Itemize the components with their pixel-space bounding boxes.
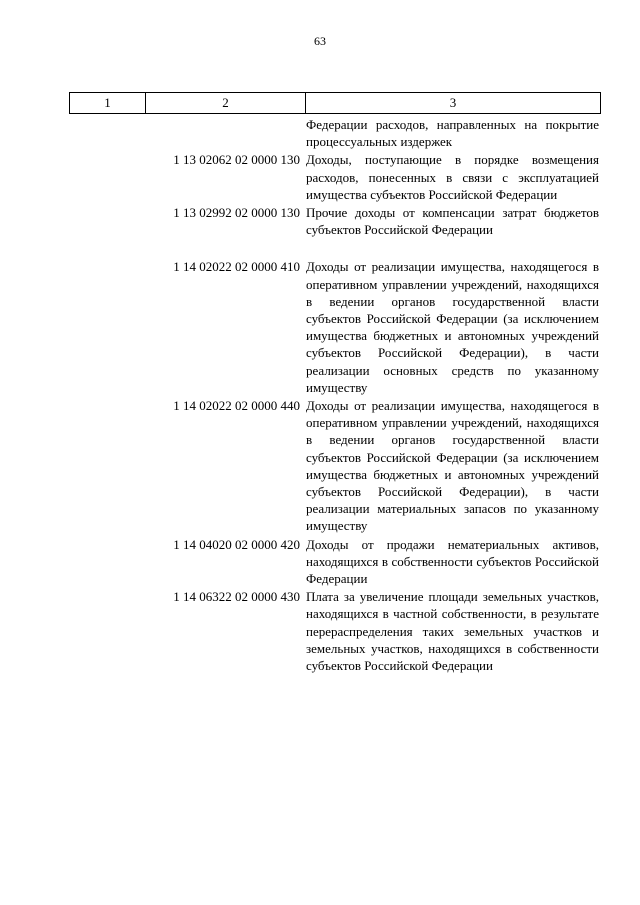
revenue-code: 1 14 04020 02 0000 420 xyxy=(173,536,300,552)
revenue-code: 1 13 02062 02 0000 130 xyxy=(173,152,300,168)
revenue-description: Федерации расходов, направленных на покрытие процессуальных издержек xyxy=(306,117,599,150)
table-row xyxy=(0,588,640,674)
revenue-description: Доходы от реализации имущества, находящегося в оперативном управлении учреждений, находящихся в ведении органов государственной власти субъектов Российской Федерации (за исключением имущества бюджетных и автономных учреждений субъектов Российской Федерации), в части реализации основных средств по указанному имуществу xyxy=(306,259,599,395)
table-row xyxy=(0,204,640,238)
revenue-description: Плата за увеличение площади земельных участков, находящихся в частной собственности, в результате перераспределения таких земельных участков и земельных участков, находящихся в собственности субъектов Российской Федерации xyxy=(306,589,599,674)
table-row xyxy=(0,258,640,396)
revenue-code: 1 14 06322 02 0000 430 xyxy=(173,589,300,605)
table-body xyxy=(0,116,640,674)
revenue-code: 1 14 02022 02 0000 440 xyxy=(173,398,300,414)
page-number: 63 xyxy=(314,34,326,48)
table-row xyxy=(0,116,640,150)
revenue-description: Доходы, поступающие в порядке возмещения расходов, понесенных в связи с эксплуатацией имущества субъектов Российской Федерации xyxy=(306,152,599,202)
revenue-description: Прочие доходы от компенсации затрат бюджетов субъектов Российской Федерации xyxy=(306,205,599,238)
revenue-code xyxy=(145,116,306,150)
revenue-code: 1 14 02022 02 0000 410 xyxy=(173,259,300,275)
header-col-2: 2 xyxy=(146,93,306,113)
header-col-1: 1 xyxy=(70,93,146,113)
table-row xyxy=(0,536,640,588)
header-col-3: 3 xyxy=(449,95,457,110)
table-header xyxy=(69,92,601,114)
table-row xyxy=(0,397,640,535)
table-row xyxy=(0,151,640,203)
revenue-description: Доходы от продажи нематериальных активов, находящихся в собственности субъектов Российской Федерации xyxy=(306,536,599,587)
revenue-code: 1 13 02992 02 0000 130 xyxy=(173,205,300,221)
revenue-description: Доходы от реализации имущества, находящегося в оперативном управлении учреждений, находящихся в ведении органов государственной власти субъектов Российской Федерации (за исключением имущества бюджетных и автономных учреждений субъектов Российской Федерации), в части реализации материальных запасов по указанному имуществу xyxy=(306,398,599,534)
